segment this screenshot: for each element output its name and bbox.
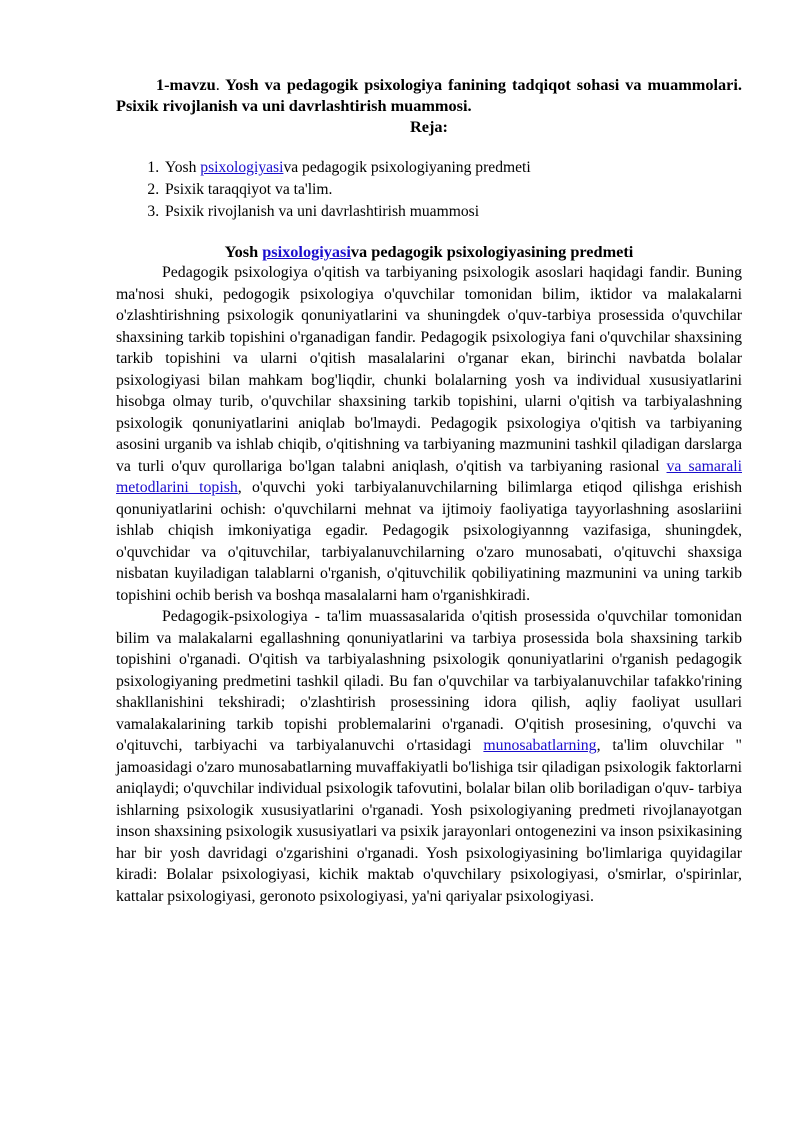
paragraph-text: , o'quvchi yoki tarbiyalanuvchilarning bilimlarga etiqod qilishga erishish qonuniyatlarini ochish: o'quvchilarni mehnat va ijtimoiy faoliyatiga tayyorlashning asoslariini ishlab chiqish imkoniyatiga egadir. Pedagogik psixologiyannng vazifasiga, shuningdek, o'quvchidar va o'qituvchilar, tarbiyalanuvchilarning o'zaro munosabati, o'qituvchi shaxsiga nisbatan kuyiladigan talablarni o'rganish, o'qituvchilik qobiliyatining mazmunini va uning tarkib topishini ochib berish va boshqa masalalarni ham o'rganishkiradi.	[116, 479, 742, 604]
paragraph-link[interactable]: va samarali metodlarini topish	[116, 457, 742, 496]
topic-number: 1-mavzu	[156, 75, 216, 94]
plan-item-text: Psixik rivojlanish va uni davrlashtirish muammosi	[165, 203, 480, 220]
document-page	[116, 74, 742, 907]
section-title-text: va pedagogik psixologiyasining predmeti	[350, 242, 634, 261]
paragraph-text: Pedagogik-psixologiya - ta'lim muassasalarida o'qitish prosessida o'quvchilar tomonidan bilim va malakalarni egallashning qonuniyatlarini va tarbiya prosessida bola shaxsining tarkib topishini o'rganadi. O'qitish va tarbiyalashning psixologik qonuniyatlarini o'rganish pedagogik psixologiyaning predmetini tashkil qiladi. Bu fan o'quvchilar va tarbiyalanuvchilar tafakko'rining shakllanishini tekshiradi; o'zlashtirish prosessining idora qilish, aqliy faoliyat usullari vamalakalarining tarkib topishi problemalarini o'rganadi. O'qitish prosesining, o'quvchi va o'qituvchi, tarbiyachi va tarbiyalanuvchi o'rtasidagi	[116, 608, 742, 754]
section-title	[116, 241, 742, 262]
plan-item	[163, 157, 742, 179]
plan-item	[163, 201, 742, 223]
paragraph-link[interactable]: munosabatlarning	[483, 737, 597, 754]
paragraph-text: Pedagogik psixologiya o'qitish va tarbiyaning psixologik asoslari haqidagi fandir. Buning ma'nosi shuki, pedogogik psixologiya o'quvchilar tomonidan bilim, iktidor va malakalarni o'zlashtirishning psixologik qonuniyatlarini va shuningdek o'quv-tarbiya prosessida o'quvchilar shaxsining tarkib topishini o'rganadigan fandir. Pedagogik psixologiya fani o'quvchilar shaxsining tarkib topishini va ularni o'qitish masalalarini o'rganar ekan, birinchi navbatda bolalar psixologiyasi bilan mahkam bog'liqdir, chunki bolalarning yosh va individual xususiyatlarini hisobga olmay turib, o'quvchilar shaxsining tarkib topishini, ularni o'qitish va tarbiyalashning psixologik qonuniyatlarini aniqlab bo'lmaydi. Pedagogik psixologiya o'qitish va tarbiyaning asosini urganib va ishlab chiqib, o'qitishning va tarbiyaning mazmunini tashkil qiladigan darslarga va turli o'quv qurollariga bo'lgan talabni aniqlash, o'qitish va tarbiyaning rasional	[116, 264, 742, 475]
section-title-text: Yosh	[224, 242, 263, 261]
topic-number-separator: .	[215, 75, 220, 94]
plan-item-text: Psixik taraqqiyot va ta'lim.	[165, 181, 333, 198]
body-paragraph	[116, 262, 742, 606]
paragraph-text: , ta'lim oluvchilar " jamoasidagi o'zaro munosabatlarning muvaffakiyatli bo'lishiga tsir qiladigan psixologik faktorlarni aniqlaydi; o'quvchilar individual psixologik tafovutini, bolalar bilan olib boriladigan o'quv- tarbiya ishlarning psixologik xususiyatlarini o'rganadi. Yosh psixologiyaning predmeti rivojlanayotgan inson shaxsining psixologik xususiyatlari va psixik jarayonlari ontogenezini va inson psixikasining har bir yosh davridagi o'zgarishini o'rganadi. Yosh psixologiyasining bo'limlariga quyidagilar kiradi: Bolalar psixologiyasi, kichik maktab o'quvchilary psixologiyasi, o'smirlar, o'spirinlar, kattalar psixologiyasi, geronoto psixologiyasi, ya'ni qariyalar psixologiyasi.	[116, 737, 743, 905]
plan-item-text: va pedagogik psixologiyaning predmeti	[283, 159, 531, 176]
topic-title: Yosh va pedagogik psixologiya fanining tadqiqot sohasi va muammolari. Psixik rivojlanish va uni davrlashtirish muammosi.	[116, 75, 742, 115]
plan-title: Reja:	[410, 117, 448, 136]
section-title-link[interactable]: psixologiyasi	[262, 242, 351, 261]
topic-heading	[116, 74, 742, 116]
plan-item-text: Yosh	[165, 159, 201, 176]
plan-list	[116, 157, 742, 223]
plan-item-link[interactable]: psixologiyasi	[200, 159, 284, 176]
body-paragraph	[116, 606, 742, 907]
plan-item	[163, 179, 742, 201]
